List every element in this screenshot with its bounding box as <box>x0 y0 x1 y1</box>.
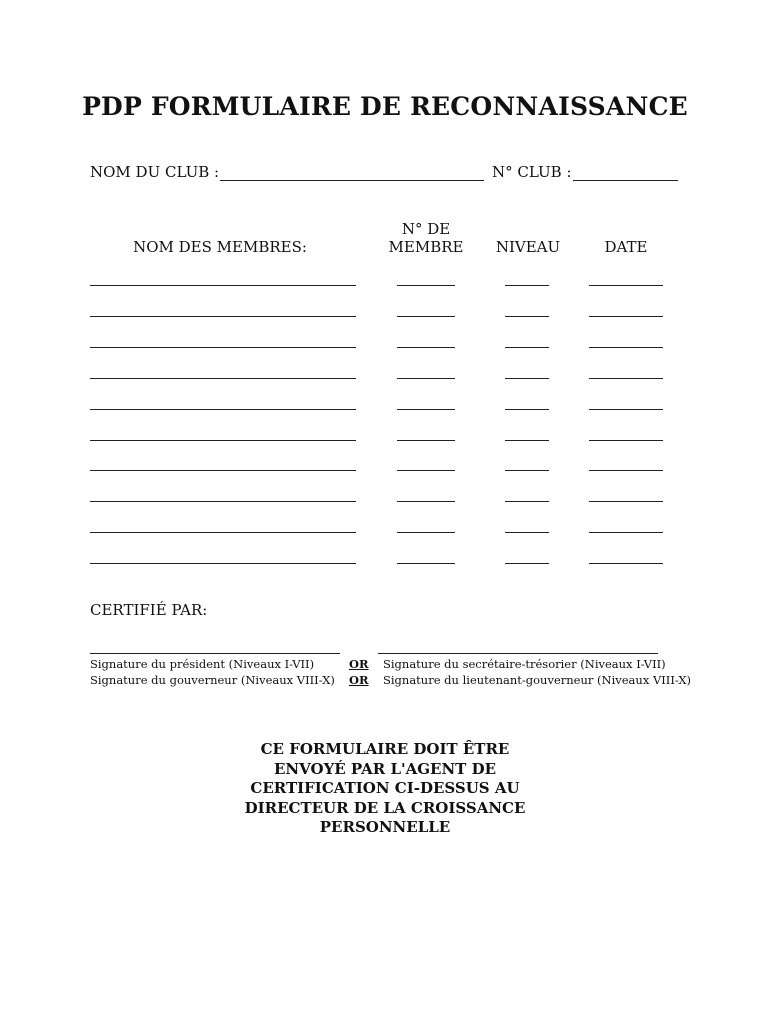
member-number-field[interactable] <box>397 285 455 286</box>
date-field[interactable] <box>589 440 663 441</box>
level-header: NIVEAU <box>495 238 561 256</box>
level-field[interactable] <box>505 440 549 441</box>
member-name-field[interactable] <box>90 409 356 410</box>
level-field[interactable] <box>505 347 549 348</box>
member-name-field[interactable] <box>90 316 356 317</box>
member-name-field[interactable] <box>90 563 356 564</box>
date-field[interactable] <box>589 470 663 471</box>
member-number-field[interactable] <box>397 470 455 471</box>
right-signature-caption-1: Signature du secrétaire-trésorier (Niveaux I-VII) <box>383 657 666 671</box>
level-field[interactable] <box>505 409 549 410</box>
right-signature-caption-2: Signature du lieutenant-gouverneur (Niveaux VIII-X) <box>383 673 692 687</box>
or-label-2: OR <box>349 673 369 687</box>
member-name-field[interactable] <box>90 440 356 441</box>
date-field[interactable] <box>589 316 663 317</box>
members-header: NOM DES MEMBRES: <box>133 238 307 256</box>
member-number-field[interactable] <box>397 316 455 317</box>
member-number-field[interactable] <box>397 563 455 564</box>
member-name-field[interactable] <box>90 378 356 379</box>
date-field[interactable] <box>589 378 663 379</box>
notice-line-1: CE FORMULAIRE DOIT ÊTRE <box>260 740 510 758</box>
date-field[interactable] <box>589 563 663 564</box>
page-title: PDP FORMULAIRE DE RECONNAISSANCE <box>82 92 688 121</box>
notice-line-3: CERTIFICATION CI-DESSUS AU <box>250 779 520 797</box>
member-number-header-line1: N° DE <box>401 220 451 238</box>
club-name-label: NOM DU CLUB : <box>90 163 220 181</box>
member-name-field[interactable] <box>90 501 356 502</box>
level-field[interactable] <box>505 285 549 286</box>
date-field[interactable] <box>589 501 663 502</box>
or-label-1: OR <box>349 657 369 671</box>
right-signature-line[interactable] <box>378 653 658 654</box>
notice-line-2: ENVOYÉ PAR L'AGENT DE <box>273 759 497 778</box>
member-name-field[interactable] <box>90 347 356 348</box>
notice-line-4: DIRECTEUR DE LA CROISSANCE <box>244 798 526 817</box>
member-number-header-line2: MEMBRE <box>388 238 464 256</box>
club-name-field[interactable] <box>220 180 484 181</box>
notice-line-5: PERSONNELLE <box>319 818 451 836</box>
left-signature-line[interactable] <box>90 653 340 654</box>
member-number-field[interactable] <box>397 378 455 379</box>
submission-notice <box>0 740 770 838</box>
left-signature-caption-2: Signature du gouverneur (Niveaux VIII-X) <box>90 673 335 687</box>
member-number-field[interactable] <box>397 409 455 410</box>
certified-by-label: CERTIFIÉ PAR: <box>90 601 208 619</box>
member-number-field[interactable] <box>397 532 455 533</box>
member-name-field[interactable] <box>90 470 356 471</box>
date-field[interactable] <box>589 409 663 410</box>
level-field[interactable] <box>505 563 549 564</box>
date-field[interactable] <box>589 285 663 286</box>
date-field[interactable] <box>589 347 663 348</box>
level-field[interactable] <box>505 501 549 502</box>
level-field[interactable] <box>505 316 549 317</box>
level-field[interactable] <box>505 470 549 471</box>
level-field[interactable] <box>505 378 549 379</box>
club-number-label: N° CLUB : <box>492 163 572 181</box>
member-number-field[interactable] <box>397 501 455 502</box>
date-header: DATE <box>604 238 648 256</box>
member-number-field[interactable] <box>397 347 455 348</box>
member-number-field[interactable] <box>397 440 455 441</box>
left-signature-caption-1: Signature du président (Niveaux I-VII) <box>90 657 315 671</box>
member-name-field[interactable] <box>90 532 356 533</box>
level-field[interactable] <box>505 532 549 533</box>
member-name-field[interactable] <box>90 285 356 286</box>
date-field[interactable] <box>589 532 663 533</box>
club-number-field[interactable] <box>573 180 678 181</box>
